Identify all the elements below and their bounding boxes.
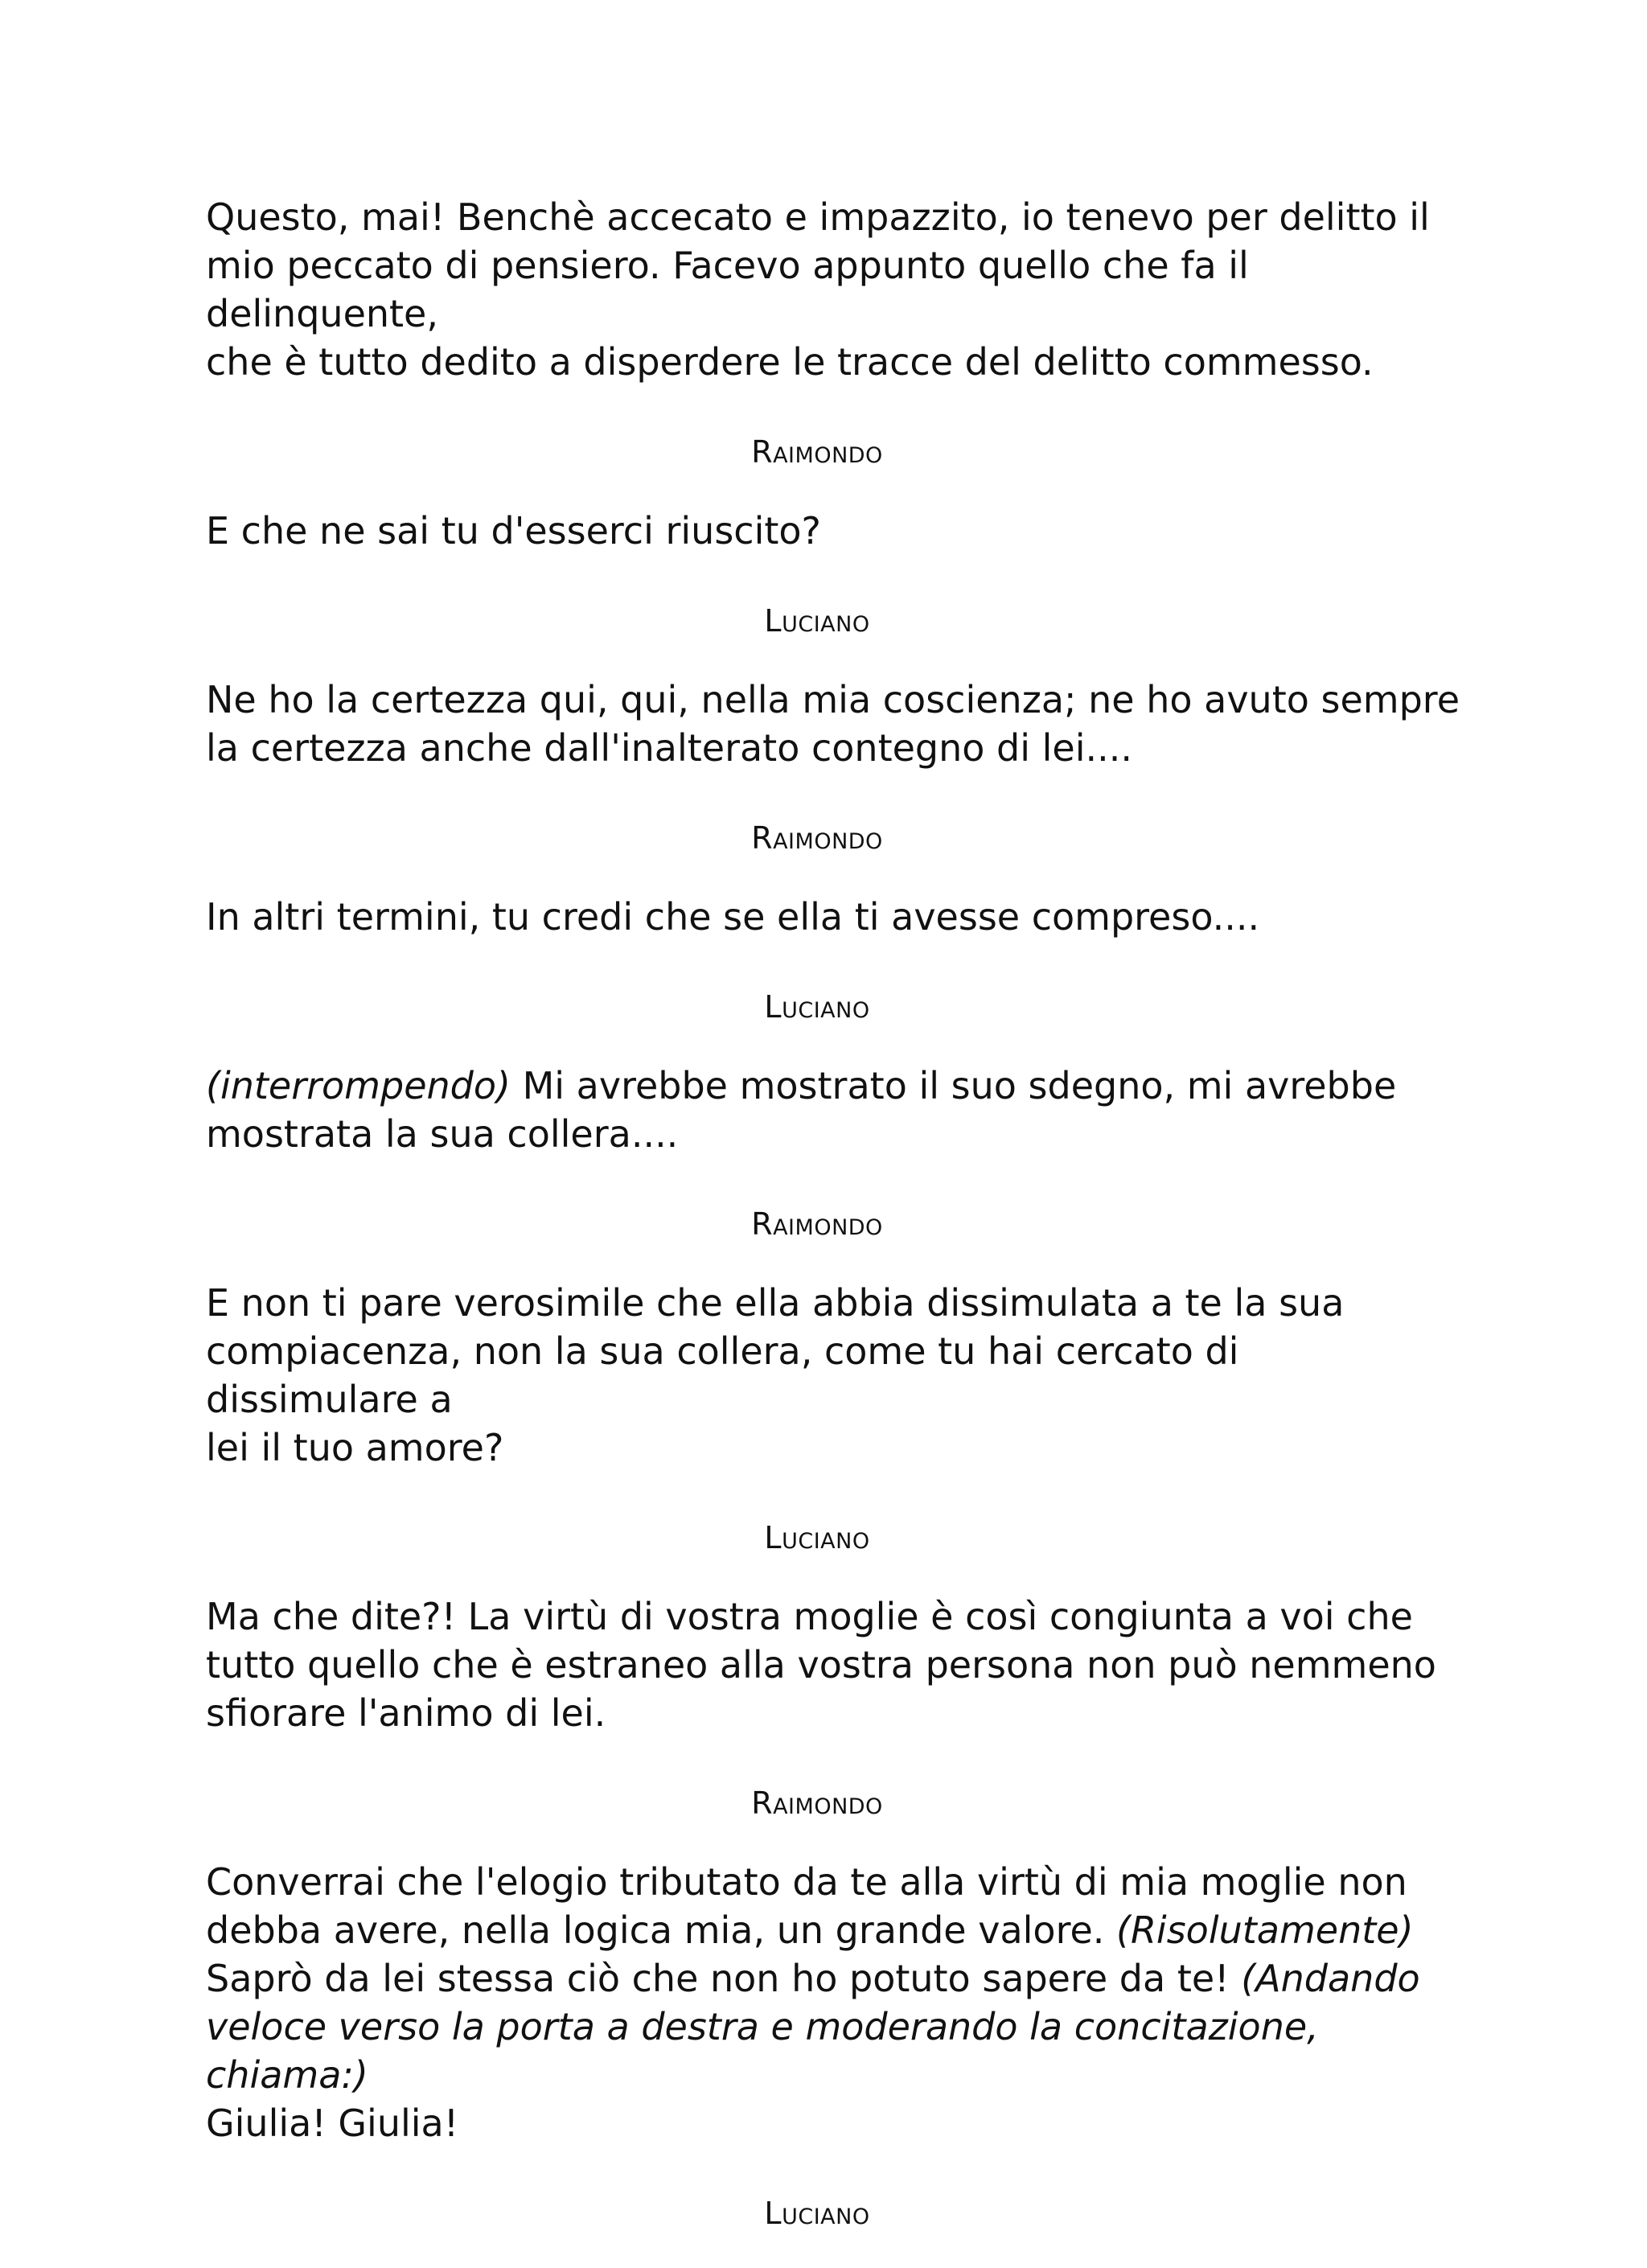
speaker-name: Raimondo xyxy=(751,1206,883,1242)
spacer xyxy=(206,941,1460,983)
dialogue-text: debba avere, nella logica mia, un grande valore. xyxy=(206,1908,1117,1952)
dialogue-line xyxy=(206,2099,1460,2147)
dialogue-line xyxy=(206,1641,1460,1689)
dialogue-line xyxy=(206,1327,1460,1424)
spacer xyxy=(206,555,1460,597)
dialogue-line xyxy=(206,893,1460,941)
spacer xyxy=(206,1472,1460,1514)
dialogue-paragraph xyxy=(206,893,1460,941)
dialogue-line xyxy=(206,2003,1460,2099)
dialogue-line xyxy=(206,507,1460,555)
dialogue-text: la certezza anche dall'inalterato contegno di lei.... xyxy=(206,726,1132,770)
spacer xyxy=(206,645,1460,676)
dialogue-text: sfiorare l'animo di lei. xyxy=(206,1691,606,1735)
dialogue-line xyxy=(206,1110,1460,1158)
dialogue-text: Mi avrebbe mostrato il suo sdegno, mi avrebbe xyxy=(510,1064,1397,1107)
dialogue-line xyxy=(206,338,1460,386)
dialogue-line xyxy=(206,193,1460,241)
spacer xyxy=(206,2237,1460,2268)
dialogue-paragraph xyxy=(206,676,1460,772)
dialogue-text: Saprò da lei stessa ciò che non ho potuto sapere da te! xyxy=(206,1957,1242,2000)
dialogue-line xyxy=(206,676,1460,724)
dialogue-line xyxy=(206,1954,1460,2003)
dialogue-text: Ma che dite?! La virtù di vostra moglie è così congiunta a voi che xyxy=(206,1595,1413,1638)
spacer xyxy=(206,862,1460,893)
dialogue-text: mostrata la sua collera.... xyxy=(206,1112,679,1156)
dialogue-text: mio peccato di pensiero. Facevo appunto quello che fa il delinquente, xyxy=(206,244,1261,335)
stage-direction: (Andando xyxy=(1241,1957,1420,2000)
dialogue-text: compiacenza, non la sua collera, come tu hai cercato di dissimulare a xyxy=(206,1329,1251,1421)
speaker-name: Luciano xyxy=(764,989,870,1025)
speaker-name: Raimondo xyxy=(751,820,883,856)
dialogue-text: Converrai che l'elogio tributato da te alla virtù di mia moglie non xyxy=(206,1860,1407,1904)
dialogue-text: E che ne sai tu d'esserci riuscito? xyxy=(206,509,821,553)
dialogue-text: lei il tuo amore? xyxy=(206,1426,504,1469)
dialogue-text: In altri termini, tu credi che se ella ti avesse compreso.... xyxy=(206,895,1260,939)
spacer xyxy=(206,386,1460,428)
spacer xyxy=(206,1562,1460,1592)
dialogue-paragraph xyxy=(206,1858,1460,2147)
dialogue-text: Questo, mai! Benchè accecato e impazzito, io tenevo per delitto il xyxy=(206,195,1430,239)
dialogue-text: Giulia! Giulia! xyxy=(206,2102,459,2145)
spacer xyxy=(206,1158,1460,1200)
speaker-name: Luciano xyxy=(764,1520,870,1555)
dialogue-line xyxy=(206,1279,1460,1327)
dialogue-paragraph xyxy=(206,1279,1460,1472)
speaker-name: Raimondo xyxy=(751,434,883,470)
dialogue-text: che è tutto dedito a disperdere le tracce del delitto commesso. xyxy=(206,340,1374,384)
dialogue-text: E non ti pare verosimile che ella abbia dissimulata a te la sua xyxy=(206,1281,1345,1325)
dialogue-line xyxy=(206,241,1460,338)
spacer xyxy=(206,1248,1460,1279)
spacer xyxy=(206,2147,1460,2189)
dialogue-line xyxy=(206,1592,1460,1641)
dialogue-paragraph xyxy=(206,507,1460,555)
stage-direction: (Risolutamente) xyxy=(1116,1908,1414,1952)
spacer xyxy=(206,1827,1460,1858)
stage-direction: (interrompendo) xyxy=(206,1064,511,1107)
dialogue-text: Ne ho la certezza qui, qui, nella mia coscienza; ne ho avuto sempre xyxy=(206,678,1460,721)
spacer xyxy=(206,476,1460,507)
dialogue-paragraph xyxy=(206,1592,1460,1737)
spacer xyxy=(206,1737,1460,1779)
dialogue-paragraph xyxy=(206,193,1460,386)
dialogue-line xyxy=(206,1424,1460,1472)
speaker-name: Luciano xyxy=(764,2196,870,2231)
stage-direction: veloce verso la porta a destra e moderando la concitazione, chiama:) xyxy=(206,2005,1331,2097)
spacer xyxy=(206,772,1460,814)
spacer xyxy=(206,1031,1460,1062)
dialogue-line xyxy=(206,1858,1460,1906)
dialogue-line xyxy=(206,1689,1460,1737)
dialogue-line xyxy=(206,1906,1460,1954)
dialogue-text: tutto quello che è estraneo alla vostra persona non può nemmeno xyxy=(206,1643,1436,1687)
dialogue-line xyxy=(206,724,1460,772)
speaker-name: Luciano xyxy=(764,603,870,639)
dialogue-paragraph xyxy=(206,1062,1460,1158)
script-page xyxy=(206,193,1460,2268)
dialogue-line xyxy=(206,1062,1460,1110)
speaker-name: Raimondo xyxy=(751,1785,883,1821)
